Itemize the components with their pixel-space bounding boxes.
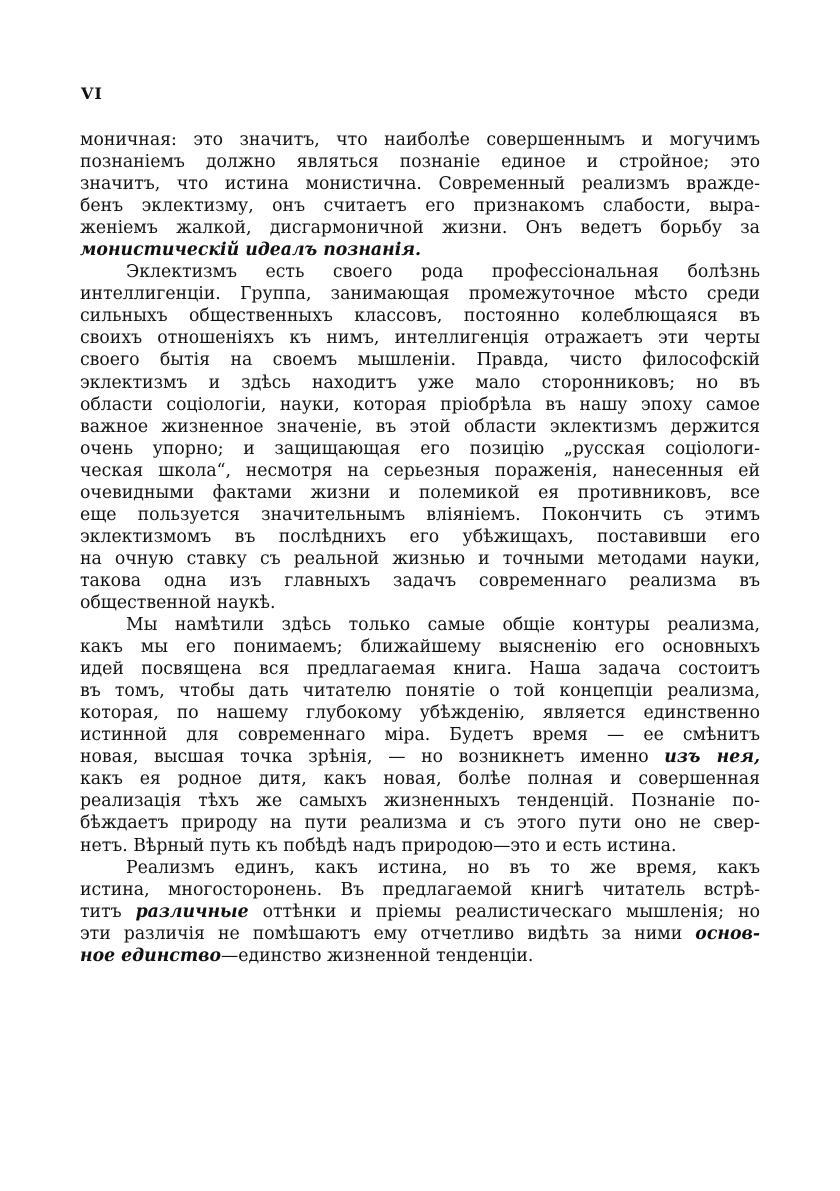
text-line: еще пользуется значительнымъ вліяніемъ. Покончить съ этимъ bbox=[80, 504, 760, 525]
text-line: истинной для современнаго міра. Будетъ время — ее смѣнитъ bbox=[80, 725, 760, 746]
paragraph-2 bbox=[80, 261, 760, 614]
text-line: какъ ея родное дитя, какъ новая, болѣе полная и совершенная bbox=[80, 769, 760, 790]
text-line: сильныхъ общественныхъ классовъ, постоянно колеблющаяся въ bbox=[80, 306, 760, 327]
text-line: идей посвящена вся предлагаемая книга. Наша задача состоитъ bbox=[80, 659, 760, 680]
page-body bbox=[80, 129, 760, 967]
paragraph-4 bbox=[80, 857, 760, 967]
text-line: нетъ. Вѣрный путь къ побѣдѣ надъ природою—это и есть истина. bbox=[80, 835, 677, 856]
text-line: моничная: это значитъ, что наиболѣе совершеннымъ и могучимъ bbox=[80, 130, 760, 150]
text-line: очевидными фактами жизни и полемикой ея противниковъ, все bbox=[80, 482, 760, 503]
text-line bbox=[80, 901, 760, 923]
text-line: важное жизненное значеніе, въ этой области эклектизмъ держится bbox=[80, 416, 760, 437]
text-line: женіемъ жалкой, дисгармоничной жизни. Онъ ведетъ борьбу за bbox=[80, 218, 760, 239]
text-run: эти различія не помѣшаютъ ему отчетливо видѣть за ними bbox=[80, 923, 696, 944]
text-line: бѣждаетъ природу на пути реализма и съ этого пути оно не свер- bbox=[80, 813, 760, 834]
text-line: своихъ отношеніяхъ къ нимъ, интеллигенція отражаетъ эти черты bbox=[80, 328, 760, 349]
italic-phrase: монистическій идеалъ познанія. bbox=[80, 240, 422, 261]
page-number: VI bbox=[81, 84, 103, 103]
text-line: ческая школа“, несмотря на серьезныя пораженія, нанесенныя ей bbox=[80, 460, 760, 481]
text-line: общественной наукѣ. bbox=[80, 592, 276, 613]
text-line bbox=[80, 239, 760, 261]
italic-phrase: ное единство bbox=[80, 945, 221, 966]
text-line bbox=[80, 746, 760, 768]
text-line bbox=[80, 923, 760, 945]
paragraph-3 bbox=[80, 614, 760, 857]
text-line: Эклектизмъ есть своего рода профессіональная болѣзнь bbox=[126, 262, 760, 283]
text-line: Реализмъ единъ, какъ истина, но въ то же время, какъ bbox=[126, 857, 760, 878]
text-line: въ томъ, чтобы дать читателю понятіе о той концепціи реализма, bbox=[80, 681, 760, 702]
italic-phrase: изъ нея, bbox=[664, 747, 760, 768]
text-line: Мы намѣтили здѣсь только самые общіе контуры реализма, bbox=[126, 615, 760, 636]
text-line: интеллигенціи. Группа, занимающая промежуточное мѣсто среди bbox=[80, 284, 760, 305]
text-line: познаніемъ должно являться познаніе единое и стройное; это bbox=[80, 152, 760, 173]
text-run: титъ bbox=[80, 901, 136, 922]
text-line: эклектизмомъ въ послѣднихъ его убѣжищахъ, поставивши его bbox=[80, 526, 760, 547]
text-run: оттѣнки и пріемы реалистическаго мышленія; но bbox=[248, 901, 760, 922]
text-line: очень упорно; и защищающая его позицію „русская соціологи- bbox=[80, 438, 760, 459]
text-line: реализація тѣхъ же самыхъ жизненныхъ тенденцій. Познаніе по- bbox=[80, 791, 760, 812]
text-line bbox=[80, 945, 760, 967]
text-line: эклектизмъ и здѣсь находитъ уже мало сторонниковъ; но въ bbox=[80, 372, 760, 393]
text-line: истина, многосторонень. Въ предлагаемой книгѣ читатель встрѣ- bbox=[80, 879, 760, 900]
text-line: области соціологіи, науки, которая пріобрѣла въ нашу эпоху самое bbox=[80, 394, 760, 415]
text-line: значитъ, что истина монистична. Современный реализмъ враждe- bbox=[80, 174, 760, 195]
text-line: своего бытія на своемъ мышленіи. Правда, чисто философскій bbox=[80, 350, 760, 371]
italic-phrase: различные bbox=[135, 901, 249, 922]
text-line: какъ мы его понимаемъ; ближайшему выясненію его основныхъ bbox=[80, 637, 760, 658]
text-run: новая, высшая точка зрѣнія, — но возникнетъ именно bbox=[80, 747, 665, 768]
italic-phrase: основ- bbox=[695, 923, 760, 944]
text-line: бенъ эклектизму, онъ считаетъ его признакомъ слабости, выра- bbox=[80, 196, 760, 217]
text-line: которая, по нашему глубокому убѣжденію, является единственно bbox=[80, 703, 760, 724]
paragraph-1 bbox=[80, 129, 760, 261]
text-run: —единство жизненной тенденціи. bbox=[221, 945, 534, 966]
text-line: на очную ставку съ реальной жизнью и точными методами науки, bbox=[80, 548, 760, 569]
text-line: такова одна изъ главныхъ задачъ современнаго реализма въ bbox=[80, 570, 760, 591]
